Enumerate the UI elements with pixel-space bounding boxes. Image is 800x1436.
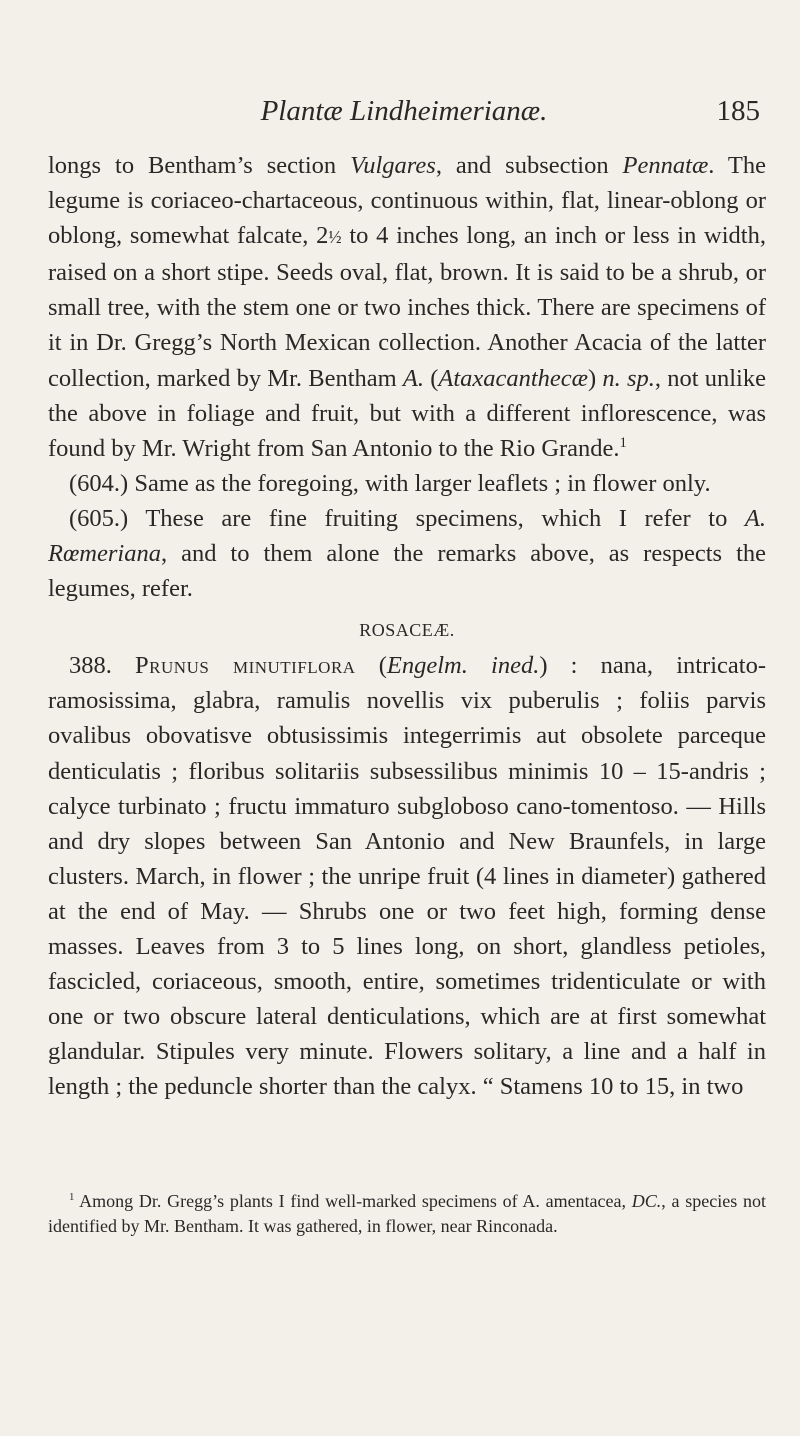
footnote-text	[48, 1189, 766, 1239]
paragraph-acacia-continued	[48, 148, 766, 466]
footnote-reference: 1	[619, 434, 627, 451]
italic-run: Ataxacanthecæ	[438, 364, 589, 392]
section-heading: ROSACEÆ.	[359, 620, 455, 641]
italic-run: Pennatæ	[622, 152, 709, 179]
text-run: )	[588, 364, 603, 392]
text-run: longs to Bentham’s section	[48, 152, 351, 179]
text-run: (	[423, 364, 439, 392]
paragraph-605	[48, 501, 766, 606]
entry-number: 388.	[69, 652, 136, 680]
text-run: , and subsection	[435, 152, 623, 179]
text-run: Among Dr. Gregg’s plants I find well-marked specimens of A. amentacea,	[74, 1191, 632, 1211]
paragraph-388-prunus	[48, 648, 766, 1104]
footnote	[48, 1189, 766, 1239]
text-run: (	[355, 652, 387, 680]
italic-run: DC.	[631, 1191, 662, 1211]
italic-run: Vulgares	[350, 152, 436, 179]
italic-run: A.	[402, 364, 424, 392]
italic-run: A. Rœmeriana	[48, 504, 766, 568]
text-run: , not unlike the above in foliage and fruit, but with a different inflorescence, was found by Mr. Wright from San Antonio to the Rio Grande.	[48, 364, 766, 462]
italic-run: n. sp.	[602, 364, 655, 392]
italic-run: Engelm. ined.	[386, 652, 540, 680]
text-run: , and to them alone the remarks above, as respects the legumes, refer.	[48, 540, 766, 603]
paragraph-604: (604.) Same as the foregoing, with larger leaflets ; in flower only.	[69, 469, 711, 497]
fraction: ½	[328, 227, 342, 248]
species-name: Prunus minutiflora	[135, 652, 356, 680]
running-title: Plantæ Lindheimerianæ.	[260, 95, 548, 127]
text-run: . The legume is coriaceo-chartaceous, continuous within, flat, linear-oblong or oblong, somewhat falcate, 2	[48, 152, 766, 250]
running-header	[48, 95, 760, 135]
text-run: , a species not identified by Mr. Bentham. It was gathered, in flower, near Rinconada.	[48, 1191, 766, 1236]
page-number: 185	[716, 95, 760, 127]
text-run: (605.) These are fine fruiting specimens, which I refer to	[69, 504, 745, 532]
body-text	[48, 148, 766, 1104]
footnote-mark: 1	[69, 1191, 75, 1203]
text-run: to 4 inches long, an inch or less in width, raised on a short stipe. Seeds oval, flat, brown. It is said to be a shrub, or small tree, with the stem one or two inches thick. There are specimens of it in Dr. Gregg’s North Mexican collection. Another Acacia of the latter collection, marked by Mr. Bentham	[48, 222, 766, 392]
text-run: ) : nana, intricato-ramosissima, glabra, ramulis novellis vix puberulis ; foliis parvis ovalibus obovatisve obtusissimis integerrimis aut obsolete parceque denticulatis ; floribus solitariis subsessilibus minimis 10 – 15-andris ; calyce turbinato ; fructu immaturo subgloboso cano-tomentoso. — Hills and dry slopes between San Antonio and New Braunfels, in large clusters. March, in flower ; the unripe fruit (4 lines in diameter) gathered at the end of May. — Shrubs one or two feet high, forming dense masses. Leaves from 3 to 5 lines long, on short, glandless petioles, fascicled, coriaceous, smooth, entire, sometimes tridenticulate or with one or two obscure lateral denticulations, which are at first somewhat glandular. Stipules very minute. Flowers solitary, a line and a half in length ; the peduncle shorter than the calyx. “ Stamens 10 to 15, in two	[48, 652, 766, 1101]
